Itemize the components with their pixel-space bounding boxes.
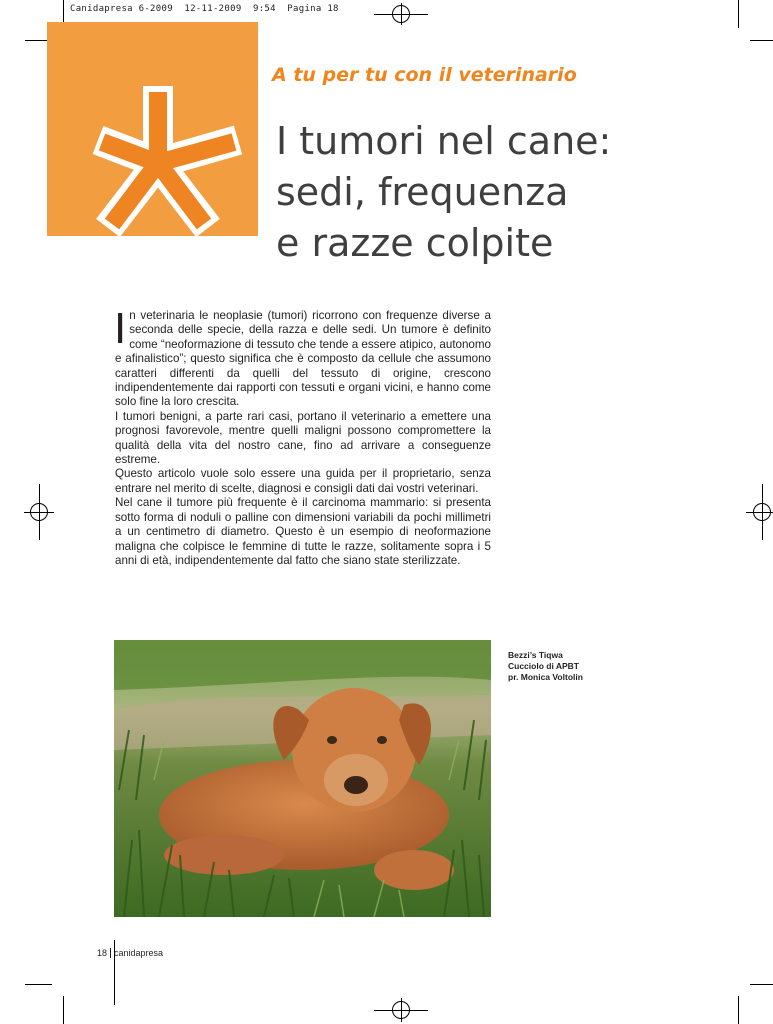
registration-mark — [746, 484, 773, 540]
headline-line: sedi, frequenza — [276, 170, 569, 214]
page-number: 18 — [97, 948, 111, 958]
puppy-photo — [114, 640, 491, 917]
article-paragraph: In veterinaria le neoplasie (tumori) ricorrono con frequenze diverse a seconda delle specie, della razza e delle sedi. Un tumore è definito come “neoformazione di tessuto che tende a essere atipico, autonomo e afinalistico”; questo significa che è composto da cellule che assumono caratteri differenti da quelli del tessuto di origine, crescono indipendentemente dai rapporti con tessuti e organi vicini, e hanno come solo fine la loro crescita. — [114, 304, 491, 409]
article-body — [114, 304, 491, 568]
photo-caption — [508, 650, 583, 683]
crop-mark — [750, 40, 773, 41]
article-headline — [276, 116, 746, 269]
drop-cap: I — [114, 304, 127, 353]
crop-mark — [750, 984, 773, 985]
caption-line: Cucciolo di APBT — [508, 661, 579, 671]
page-folio — [97, 948, 163, 958]
article-paragraph: Questo articolo vuole solo essere una guida per il proprietario, senza entrare nel merito di scelte, diagnosi e consigli dati dai vostri veterinari. — [115, 467, 491, 495]
section-title: A tu per tu con il veterinario — [272, 64, 577, 86]
print-slug-line: Canidapresa 6-2009 12-11-2009 9:54 Pagina 18 — [70, 4, 339, 14]
magazine-name: canidapresa — [114, 948, 164, 958]
crop-mark — [738, 996, 739, 1024]
asterisk-icon — [88, 78, 278, 248]
caption-line: pr. Monica Voltolin — [508, 672, 583, 682]
registration-mark — [374, 998, 428, 1022]
headline-line: e razze colpite — [276, 221, 554, 265]
article-paragraph: Nel cane il tumore più frequente è il carcinoma mammario: si presenta sotto forma di noduli o palline con dimensioni variabili da pochi millimetri a un centimetro di diametro. Questo è un esempio di neoformazione maligna che colpisce le femmine di tutte le razze, solitamente sopra i 5 anni di età, indipendentemente dal fatto che siano state sterilizzate. — [115, 496, 491, 567]
crop-mark — [738, 0, 739, 28]
registration-mark — [374, 3, 428, 25]
crop-mark — [63, 996, 64, 1024]
caption-line: Bezzi’s Tiqwa — [508, 650, 563, 660]
headline-line: I tumori nel cane: — [276, 119, 612, 163]
crop-mark — [25, 984, 52, 985]
article-paragraph: I tumori benigni, a parte rari casi, portano il veterinario a emettere una prognosi favorevole, mentre quelli maligni possono compromettere la qualità della vita del nostro cane, fino ad arrivare a conseguenze estreme. — [115, 409, 491, 467]
registration-mark — [24, 484, 54, 540]
